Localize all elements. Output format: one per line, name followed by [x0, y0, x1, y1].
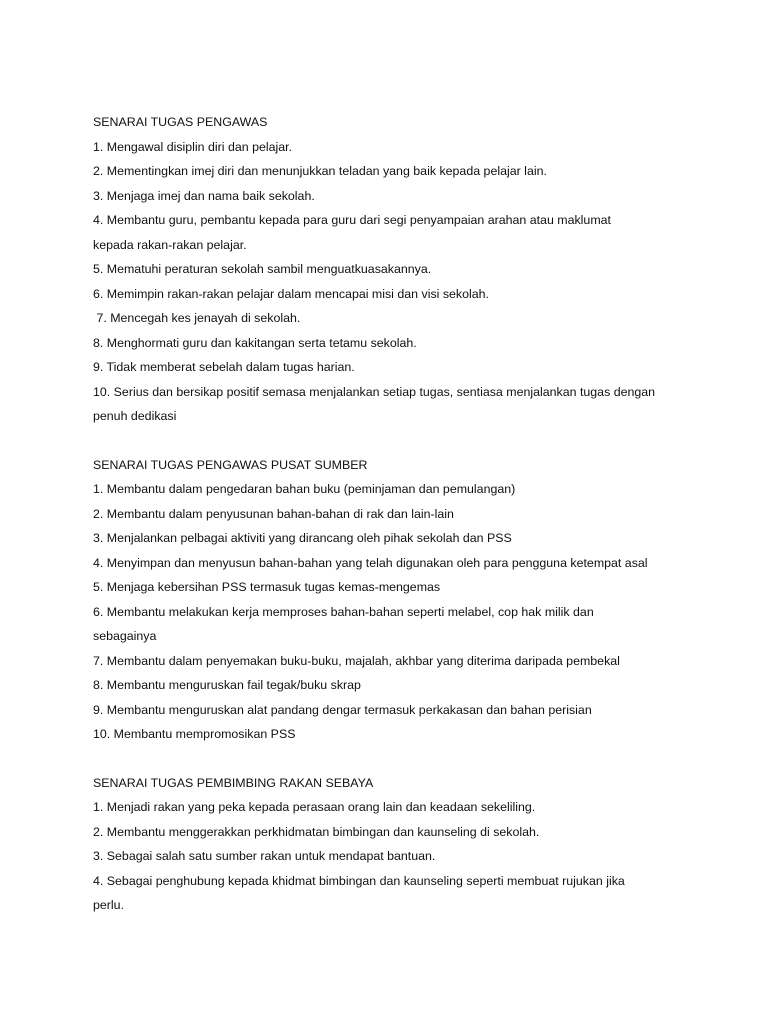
list-item-continuation: perlu.	[93, 898, 124, 912]
list-item: 1. Menjadi rakan yang peka kepada perasaan orang lain dan keadaan sekeliling.	[93, 800, 536, 814]
list-item-continuation: sebagainya	[93, 629, 157, 643]
list-item: 1. Mengawal disiplin diri dan pelajar.	[93, 139, 293, 154]
list-item: 5. Mematuhi peraturan sekolah sambil menguatkuasakannya.	[93, 262, 432, 276]
list-item: 4. Sebagai penghubung kepada khidmat bimbingan dan kaunseling seperti membuat rujukan jika	[93, 873, 625, 888]
section-heading: SENARAI TUGAS PENGAWAS	[93, 115, 268, 129]
section-heading: SENARAI TUGAS PEMBIMBING RAKAN SEBAYA	[93, 775, 374, 790]
list-item: 1. Membantu dalam pengedaran bahan buku (peminjaman dan pemulangan)	[93, 482, 516, 496]
list-item: 2. Membantu menggerakkan perkhidmatan bimbingan dan kaunseling di sekolah.	[93, 824, 540, 839]
list-item: 7. Membantu dalam penyemakan buku-buku, majalah, akhbar yang diterima daripada pembekal	[93, 653, 620, 668]
list-item: 3. Menjaga imej dan nama baik sekolah.	[93, 188, 315, 203]
list-item-continuation: kepada rakan-rakan pelajar.	[93, 237, 247, 252]
list-item: 5. Menjaga kebersihan PSS termasuk tugas kemas-mengemas	[93, 580, 441, 594]
list-item: 10. Serius dan bersikap positif semasa menjalankan setiap tugas, sentiasa menjalankan tugas dengan	[93, 384, 656, 399]
list-item: 10. Membantu mempromosikan PSS	[93, 727, 296, 741]
list-item: 9. Membantu menguruskan alat pandang dengar termasuk perkakasan dan bahan perisian	[93, 702, 592, 717]
list-item: 4. Membantu guru, pembantu kepada para guru dari segi penyampaian arahan atau maklumat	[93, 213, 611, 227]
list-item: 8. Membantu menguruskan fail tegak/buku skrap	[93, 678, 361, 692]
list-item: 9. Tidak memberat sebelah dalam tugas harian.	[93, 360, 355, 374]
list-item: 3. Sebagai salah satu sumber rakan untuk mendapat bantuan.	[93, 849, 436, 863]
section-pengawas	[93, 110, 728, 429]
list-item: 7. Mencegah kes jenayah di sekolah.	[93, 311, 301, 325]
list-item: 2. Mementingkan imej diri dan menunjukkan teladan yang baik kepada pelajar lain.	[93, 164, 547, 178]
list-item: 6. Membantu melakukan kerja memproses bahan-bahan seperti melabel, cop hak milik dan	[93, 604, 594, 619]
list-item: 6. Memimpin rakan-rakan pelajar dalam mencapai misi dan visi sekolah.	[93, 286, 489, 301]
list-item: 2. Membantu dalam penyusunan bahan-bahan di rak dan lain-lain	[93, 506, 454, 521]
list-item: 4. Menyimpan dan menyusun bahan-bahan yang telah digunakan oleh para pengguna ketempat asal	[93, 555, 648, 570]
section-pengawas-pusat-sumber	[93, 453, 728, 747]
section-heading: SENARAI TUGAS PENGAWAS PUSAT SUMBER	[93, 457, 368, 472]
list-item-continuation: penuh dedikasi	[93, 409, 177, 423]
list-item: 8. Menghormati guru dan kakitangan serta tetamu sekolah.	[93, 335, 417, 350]
section-pembimbing-rakan-sebaya	[93, 771, 728, 918]
list-item: 3. Menjalankan pelbagai aktiviti yang dirancang oleh pihak sekolah dan PSS	[93, 531, 512, 545]
